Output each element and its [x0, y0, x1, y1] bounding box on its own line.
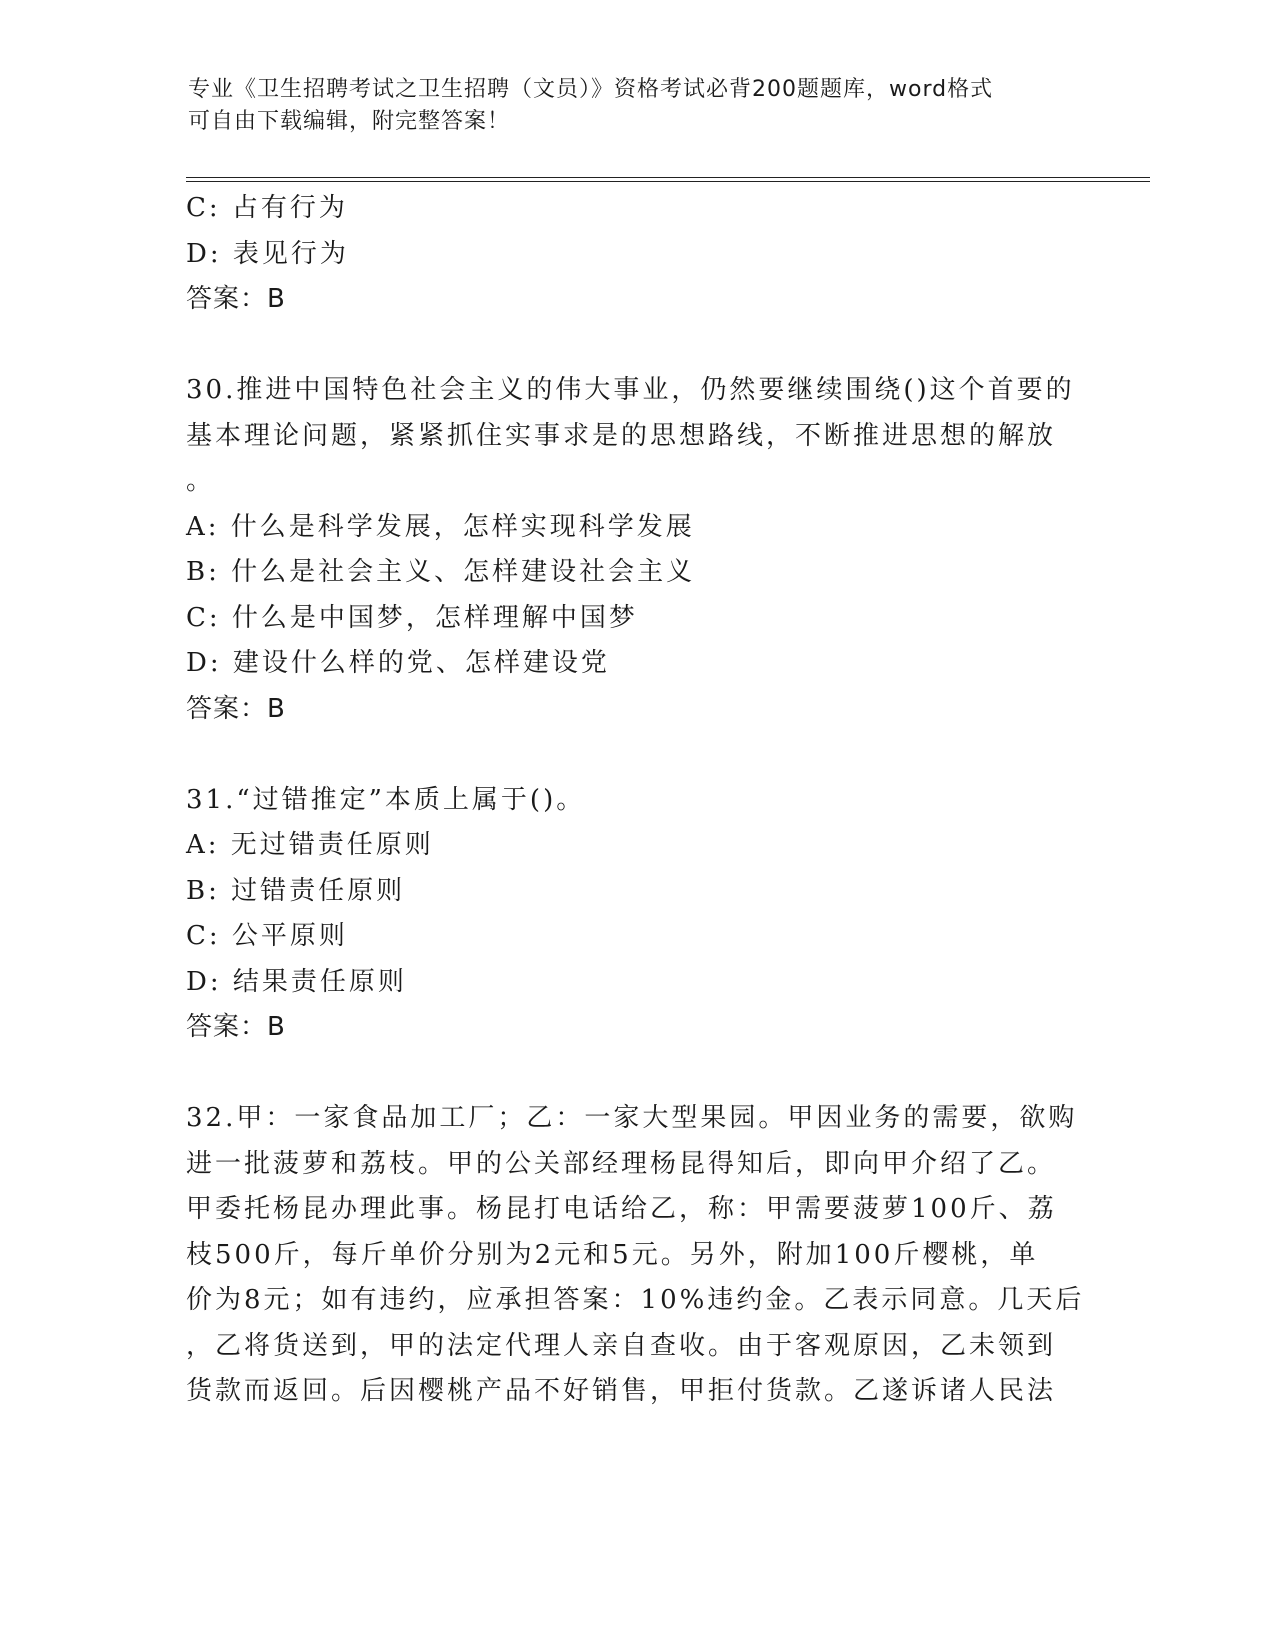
q32-stem-line-4: 枝500斤，每斤单价分别为2元和5元。另外，附加100斤樱桃，单 [186, 1239, 1039, 1270]
q31-option-b: B: 过错责任原则 [186, 875, 406, 906]
q31-option-c: C: 公平原则 [186, 921, 348, 951]
q30-stem-line-2: 基本理论问题，紧紧抓住实事求是的思想路线，不断推进思想的解放 [186, 420, 1057, 451]
q30-option-b: B: 什么是社会主义、怎样建设社会主义 [186, 557, 696, 587]
q30-option-a: A: 什么是科学发展，怎样实现科学发展 [186, 511, 695, 542]
q29-answer: 答案：B [186, 284, 286, 314]
q32-stem-line-6: ，乙将货送到，甲的法定代理人亲自查收。由于客观原因，乙未领到 [186, 1330, 1057, 1361]
q31-stem: 31.“过错推定”本质上属于()。 [186, 784, 586, 815]
q32-stem-line-3: 甲委托杨昆办理此事。杨昆打电话给乙，称：甲需要菠萝100斤、荔 [186, 1194, 1057, 1224]
q30-stem-line-1: 30.推进中国特色社会主义的伟大事业，仍然要继续围绕()这个首要的 [186, 375, 1075, 405]
spacer [186, 732, 1086, 778]
q32-stem-line-1: 32.甲：一家食品加工厂；乙：一家大型果园。甲因业务的需要，欲购 [186, 1103, 1078, 1133]
page-header [188, 74, 1068, 138]
q30-option-d: D: 建设什么样的党、怎样建设党 [186, 648, 610, 678]
q29-option-c: C: 占有行为 [186, 193, 348, 223]
header-line-2: 可自由下载编辑，附完整答案！ [188, 109, 511, 134]
spacer [186, 1051, 1086, 1097]
header-divider [186, 177, 1150, 182]
q32-stem-line-7: 货款而返回。后因樱桃产品不好销售，甲拒付货款。乙遂诉诸人民法 [186, 1376, 1057, 1406]
q30-stem-line-3: 。 [186, 466, 216, 496]
q30-option-c: C: 什么是中国梦，怎样理解中国梦 [186, 602, 638, 633]
question-content [186, 186, 1086, 1415]
q31-option-d: D: 结果责任原则 [186, 966, 407, 997]
q32-stem-line-2: 进一批菠萝和荔枝。甲的公关部经理杨昆得知后，即向甲介绍了乙。 [186, 1148, 1057, 1179]
header-line-1: 专业《卫生招聘考试之卫生招聘（文员）》资格考试必背200题题库，word格式 [188, 77, 994, 102]
q31-option-a: A: 无过错责任原则 [186, 830, 434, 860]
q30-answer: 答案：B [186, 693, 286, 724]
q29-option-d: D: 表见行为 [186, 238, 349, 269]
q32-stem-line-5: 价为8元；如有违约，应承担答案：10%违约金。乙表示同意。几天后 [186, 1285, 1085, 1315]
q31-answer: 答案：B [186, 1012, 286, 1042]
spacer [186, 323, 1086, 369]
